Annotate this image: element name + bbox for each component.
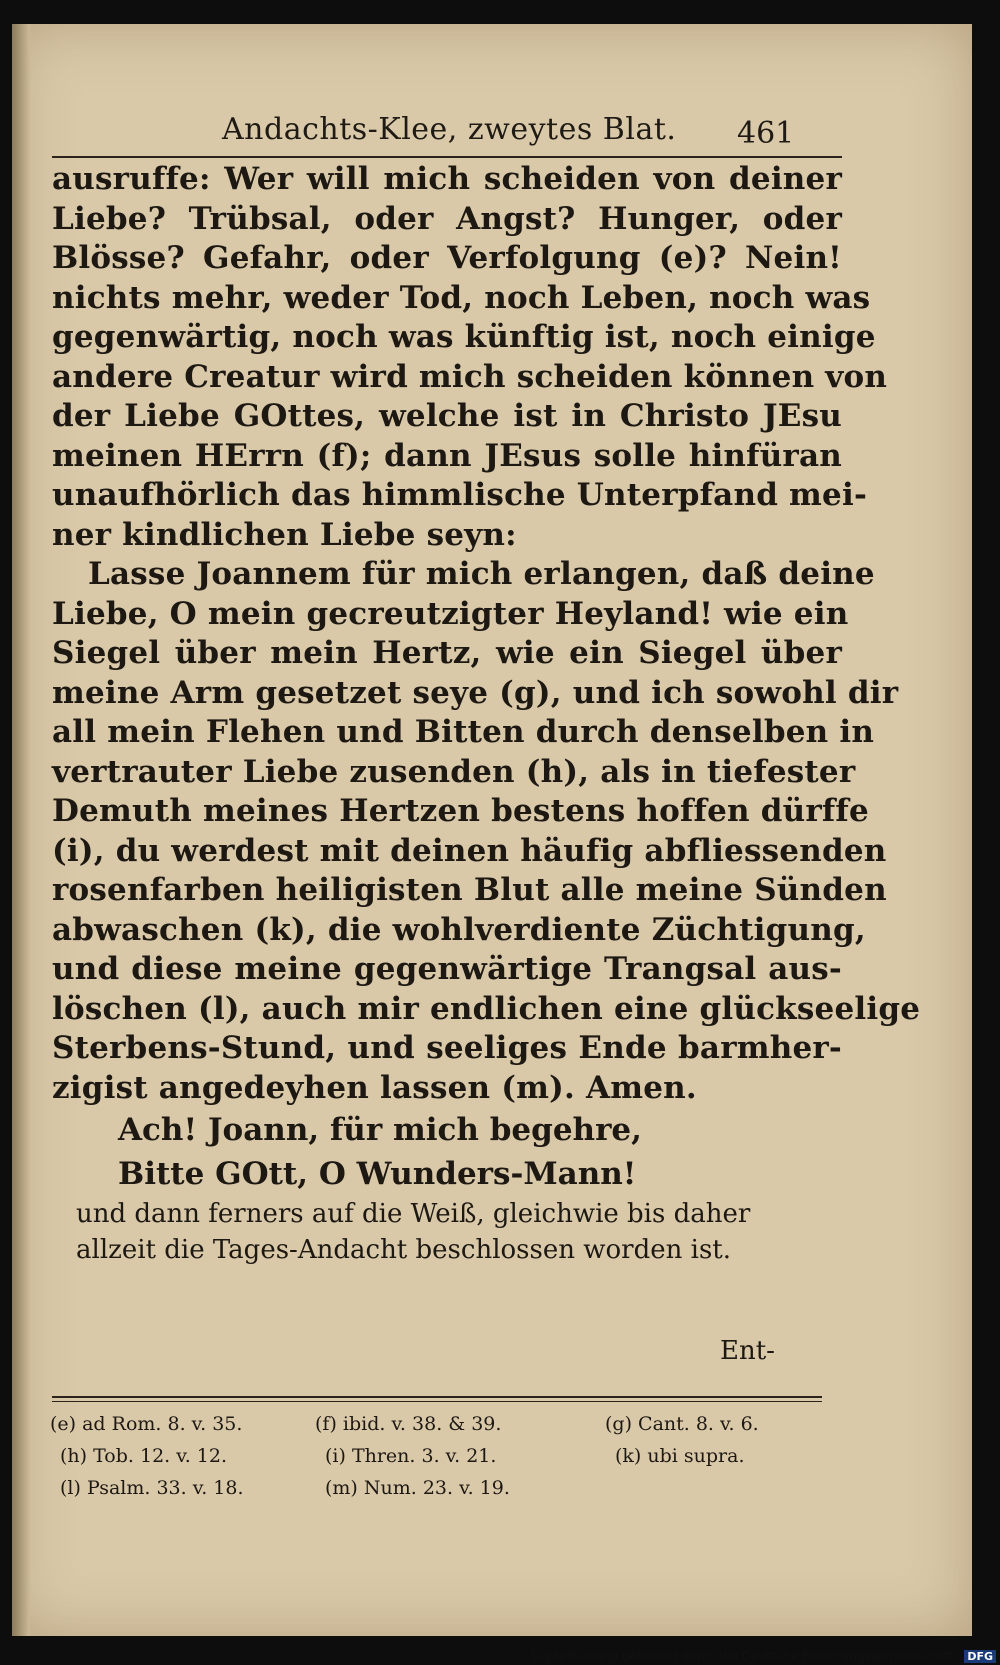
text-line: Siegel über mein Hertz, wie ein Siegel über [52,635,842,671]
footnote-rule [52,1396,822,1398]
verse-line: Bitte GOtt, O Wunders-Mann! [118,1156,637,1192]
text-line: meine Arm gesetzet seye (g), und ich sowohl dir [52,674,899,711]
text-line: und diese meine gegenwärtige Trangsal aus- [52,951,842,987]
text-line: ausruffe: Wer will mich scheiden von deiner [52,161,842,197]
text-line: zigist angedeyhen lassen (m). Amen. [52,1069,697,1106]
text-line: Blösse? Gefahr, oder Verfolgung (e)? Nein! [52,240,842,276]
text-line: ner kindlichen Liebe seyn: [52,516,517,553]
credit-text: Digitalisierung gefördert durch die Deutsche Forschungsgemeinschaft - [531,1649,961,1663]
page-spine-shadow [12,24,30,1636]
footnote-l: (l) Psalm. 33. v. 18. [60,1477,244,1499]
verse-line: Ach! Joann, für mich begehre, [118,1112,642,1148]
catchword: Ent- [720,1336,775,1366]
footnote-h: (h) Tob. 12. v. 12. [60,1445,228,1467]
text-line: rosenfarben heiligisten Blut alle meine Sünden [52,872,887,908]
footnote-g: (g) Cant. 8. v. 6. [605,1413,759,1435]
header-rule [52,156,842,158]
text-line: abwaschen (k), die wohlverdiente Züchtigung, [52,911,866,948]
footnotes [50,1408,830,1504]
book-page [12,24,972,1636]
closing-line: und dann ferners auf die Weiß, gleichwie bis daher [76,1199,751,1229]
text-line: nichts mehr, weder Tod, noch Leben, noch was [52,279,871,316]
text-line: Liebe, O mein gecreutzigter Heyland! wie ein [52,595,849,632]
main-text-block [52,160,921,1268]
footnote-e: (e) ad Rom. 8. v. 35. [50,1413,243,1435]
footnote-row [50,1408,830,1440]
text-line: löschen (l), auch mir endlichen eine glückseelige [52,990,921,1027]
footnote-k: (k) ubi supra. [615,1445,745,1467]
text-line: vertrauter Liebe zusenden (h), als in tiefester [52,753,856,790]
dfg-logo: DFG [964,1650,996,1663]
text-line: meinen HErrn (f); dann JEsus solle hinfüran [52,437,842,474]
text-line: all mein Flehen und Bitten durch denselben in [52,714,875,750]
page-number: 461 [737,116,795,151]
paragraph-start-line: Lasse Joannem für mich erlangen, daß deine [88,556,875,592]
text-line: Sterbens-Stund, und seeliges Ende barmher- [52,1030,842,1066]
footnote-i: (i) Thren. 3. v. 21. [325,1445,497,1467]
text-line: andere Creatur wird mich scheiden können von [52,358,888,395]
text-line: (i), du werdest mit deinen häufig abfliessenden [52,832,887,869]
text-line: Demuth meines Hertzen bestens hoffen dürffe [52,793,869,829]
footnote-row [50,1472,830,1504]
footnote-row [50,1440,830,1472]
footnote-f: (f) ibid. v. 38. & 39. [315,1413,502,1435]
footnote-m: (m) Num. 23. v. 19. [325,1477,510,1499]
footnote-rule-thin [52,1401,822,1402]
closing-line: allzeit die Tages-Andacht beschlossen worden ist. [76,1235,732,1265]
text-line: unaufhörlich das himmlische Unterpfand mei- [52,477,868,513]
text-line: gegenwärtig, noch was künftig ist, noch einige [52,319,876,355]
text-line: Liebe? Trübsal, oder Angst? Hunger, oder [52,200,842,237]
text-line: der Liebe GOttes, welche ist in Christo JEsu [52,398,842,434]
digitization-credit [531,1649,996,1663]
running-title: Andachts-Klee, zweytes Blat. [222,112,677,147]
